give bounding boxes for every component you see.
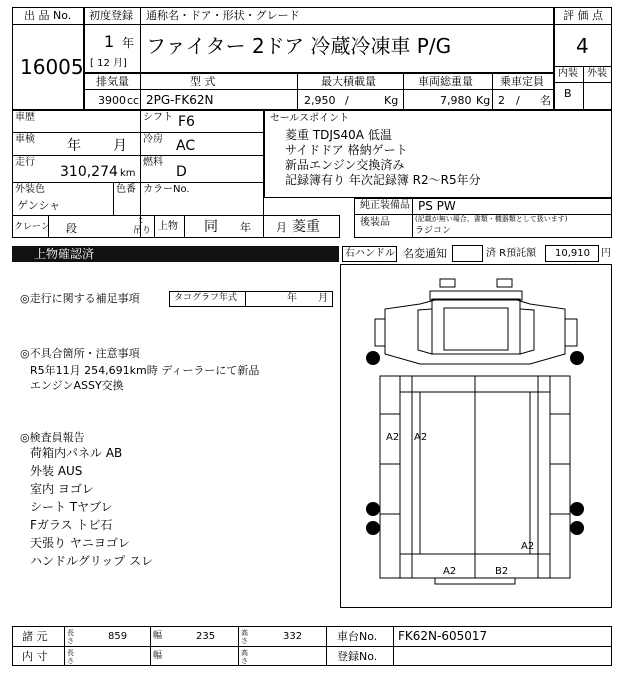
crane-label: クレーン xyxy=(14,222,50,232)
capacity-value: 2 xyxy=(498,94,505,107)
length-value: 859 xyxy=(108,631,128,642)
max-load-sep: / xyxy=(345,94,349,107)
lot-no: 16005 xyxy=(20,55,84,79)
tacho-label: タコグラフ年式 xyxy=(174,293,238,303)
gross-weight-unit: Kg xyxy=(476,94,491,107)
aftermarket-label: 後装品 xyxy=(360,217,390,228)
in-height-label: 高さ xyxy=(241,649,248,665)
upper-maker: 菱重 xyxy=(292,219,320,235)
sales-line-3: 新品エンジン交換済み xyxy=(285,158,405,172)
gross-weight-value: 7,980 xyxy=(440,94,472,107)
sales-line-1: 菱重 TDJS40A 低温 xyxy=(285,128,392,142)
mileage-unit: km xyxy=(120,168,136,179)
first-reg-month: [ 12 月] xyxy=(90,58,127,69)
crane-lift: 吊り xyxy=(133,226,152,236)
first-reg-label: 初度登録 xyxy=(89,9,133,22)
in-width-label: 幅 xyxy=(153,651,163,661)
inspector-line-3: 室内 ヨゴレ xyxy=(30,482,94,496)
crane-stage: 段 xyxy=(66,222,77,235)
max-load-value: 2,950 xyxy=(304,94,336,107)
fuel-value: D xyxy=(176,164,187,180)
color-no-label2: カラーNo. xyxy=(143,184,190,195)
chassis-value: FK62N-605017 xyxy=(398,629,488,643)
aftermarket-note: (記載が無い場合、書類・機器類として扱います) xyxy=(415,215,568,223)
shift-label: シフト xyxy=(143,112,173,123)
name-change-label: 名変通知 xyxy=(403,247,447,260)
diagram-mark-4: A2 xyxy=(443,566,457,577)
vehicle-name-label: 通称名・ドア・形状・グレード xyxy=(146,9,300,22)
aftermarket-value: ラジコン xyxy=(415,226,452,236)
tacho-month: 月 xyxy=(318,293,328,304)
color-no-label: 色番 xyxy=(116,184,136,195)
sales-points-label: セールスポイント xyxy=(270,113,350,124)
recycle-label: 済 R預託額 xyxy=(486,248,537,259)
mileage-value: 310,274 xyxy=(60,164,118,180)
upper-year: 年 xyxy=(240,221,251,234)
inspector-line-1: 荷箱内パネル AB xyxy=(30,446,123,460)
exterior-label: 外装 xyxy=(587,68,607,79)
upper-value: 同 xyxy=(204,219,218,235)
defects-line-1: R5年11月 254,691km時 ディーラーにて新品 xyxy=(30,364,260,377)
width-label: 幅 xyxy=(153,631,163,641)
rhd-label: 右ハンドル xyxy=(345,248,395,259)
fuel-label: 燃料 xyxy=(143,157,163,168)
upper-confirm-label: 上物確認済 xyxy=(34,247,95,261)
height-value: 332 xyxy=(283,631,303,642)
inspector-line-6: 天張り ヤニヨゴレ xyxy=(30,536,130,550)
defects-line-2: エンジンASSY交換 xyxy=(30,379,124,392)
dims-label: 諸 元 xyxy=(22,630,48,643)
width-value: 235 xyxy=(196,631,216,642)
diagram-mark-1: A2 xyxy=(386,432,400,443)
inspector-label: ◎検査員報告 xyxy=(20,431,85,444)
in-length-label: 長さ xyxy=(67,649,74,665)
capacity-unit: 名 xyxy=(540,94,551,107)
interior-dims-label: 内 寸 xyxy=(22,650,48,663)
first-reg-year: 1 xyxy=(104,32,115,51)
upper-label: 上物 xyxy=(158,221,178,232)
recycle-unit: 円 xyxy=(601,248,611,259)
diagram-mark-2: A2 xyxy=(414,432,428,443)
ext-color-value: ゲンシャ xyxy=(17,199,61,212)
displacement-label: 排気量 xyxy=(96,75,129,88)
truck-diagram xyxy=(340,264,612,608)
score: 4 xyxy=(576,34,589,58)
capacity-sep: / xyxy=(516,94,520,107)
inspection-label: 車検 xyxy=(15,134,35,145)
max-load-unit: Kg xyxy=(384,94,399,107)
tacho-year: 年 xyxy=(287,293,297,304)
shift-value: F6 xyxy=(178,114,195,130)
gross-weight-label: 車両総重量 xyxy=(418,75,473,88)
capacity-label: 乗車定員 xyxy=(500,75,544,88)
inspector-line-7: ハンドルグリップ スレ xyxy=(30,554,154,568)
diagram-mark-5: B2 xyxy=(495,566,509,577)
inspection-year: 年 xyxy=(67,138,81,154)
interior-grade: B xyxy=(564,87,572,100)
recycle-value: 10,910 xyxy=(555,248,590,259)
sales-line-2: サイドドア 格納ゲート xyxy=(285,143,408,157)
model-value: 2PG-FK62N xyxy=(146,93,214,107)
length-label: 長さ xyxy=(67,629,74,645)
name-change-box xyxy=(452,245,483,262)
displacement-unit: cc xyxy=(127,94,140,107)
genuine-label: 純正装備品 xyxy=(360,200,410,211)
inspector-line-4: シート Tヤブレ xyxy=(30,500,113,514)
ac-value: AC xyxy=(176,138,196,154)
history-label: 車歴 xyxy=(15,112,35,123)
upper-month: 月 xyxy=(276,221,287,234)
interior-label: 内装 xyxy=(558,68,578,79)
reg-no-label: 登録No. xyxy=(337,650,378,663)
ac-label: 冷房 xyxy=(143,134,163,145)
inspection-month: 月 xyxy=(113,138,127,154)
first-reg-year-unit: 年 xyxy=(122,36,135,50)
vehicle-name: ファイター 2ドア 冷蔵冷凍車 P/G xyxy=(146,34,452,58)
max-load-label: 最大積載量 xyxy=(321,75,376,88)
sales-line-4: 記録簿有り 年次記録簿 R2～R5年分 xyxy=(285,173,481,187)
genuine-value: PS PW xyxy=(418,199,456,213)
defects-label: ◎不具合箇所・注意事項 xyxy=(20,347,140,360)
score-label: 評 価 点 xyxy=(563,9,603,22)
inspector-line-2: 外装 AUS xyxy=(30,464,83,478)
crane-ton: t xyxy=(139,216,143,226)
displacement-value: 3900 xyxy=(98,94,126,107)
inspector-line-5: Fガラス トビ石 xyxy=(30,518,113,532)
height-label: 高さ xyxy=(241,629,248,645)
lot-no-label: 出 品 No. xyxy=(24,9,72,22)
chassis-label: 車台No. xyxy=(337,630,378,643)
driving-label: ◎走行に関する補足事項 xyxy=(20,292,140,305)
mileage-label: 走行 xyxy=(15,157,35,168)
ext-color-label: 外装色 xyxy=(15,184,45,195)
model-label: 型 式 xyxy=(190,75,216,88)
diagram-mark-3: A2 xyxy=(521,541,535,552)
